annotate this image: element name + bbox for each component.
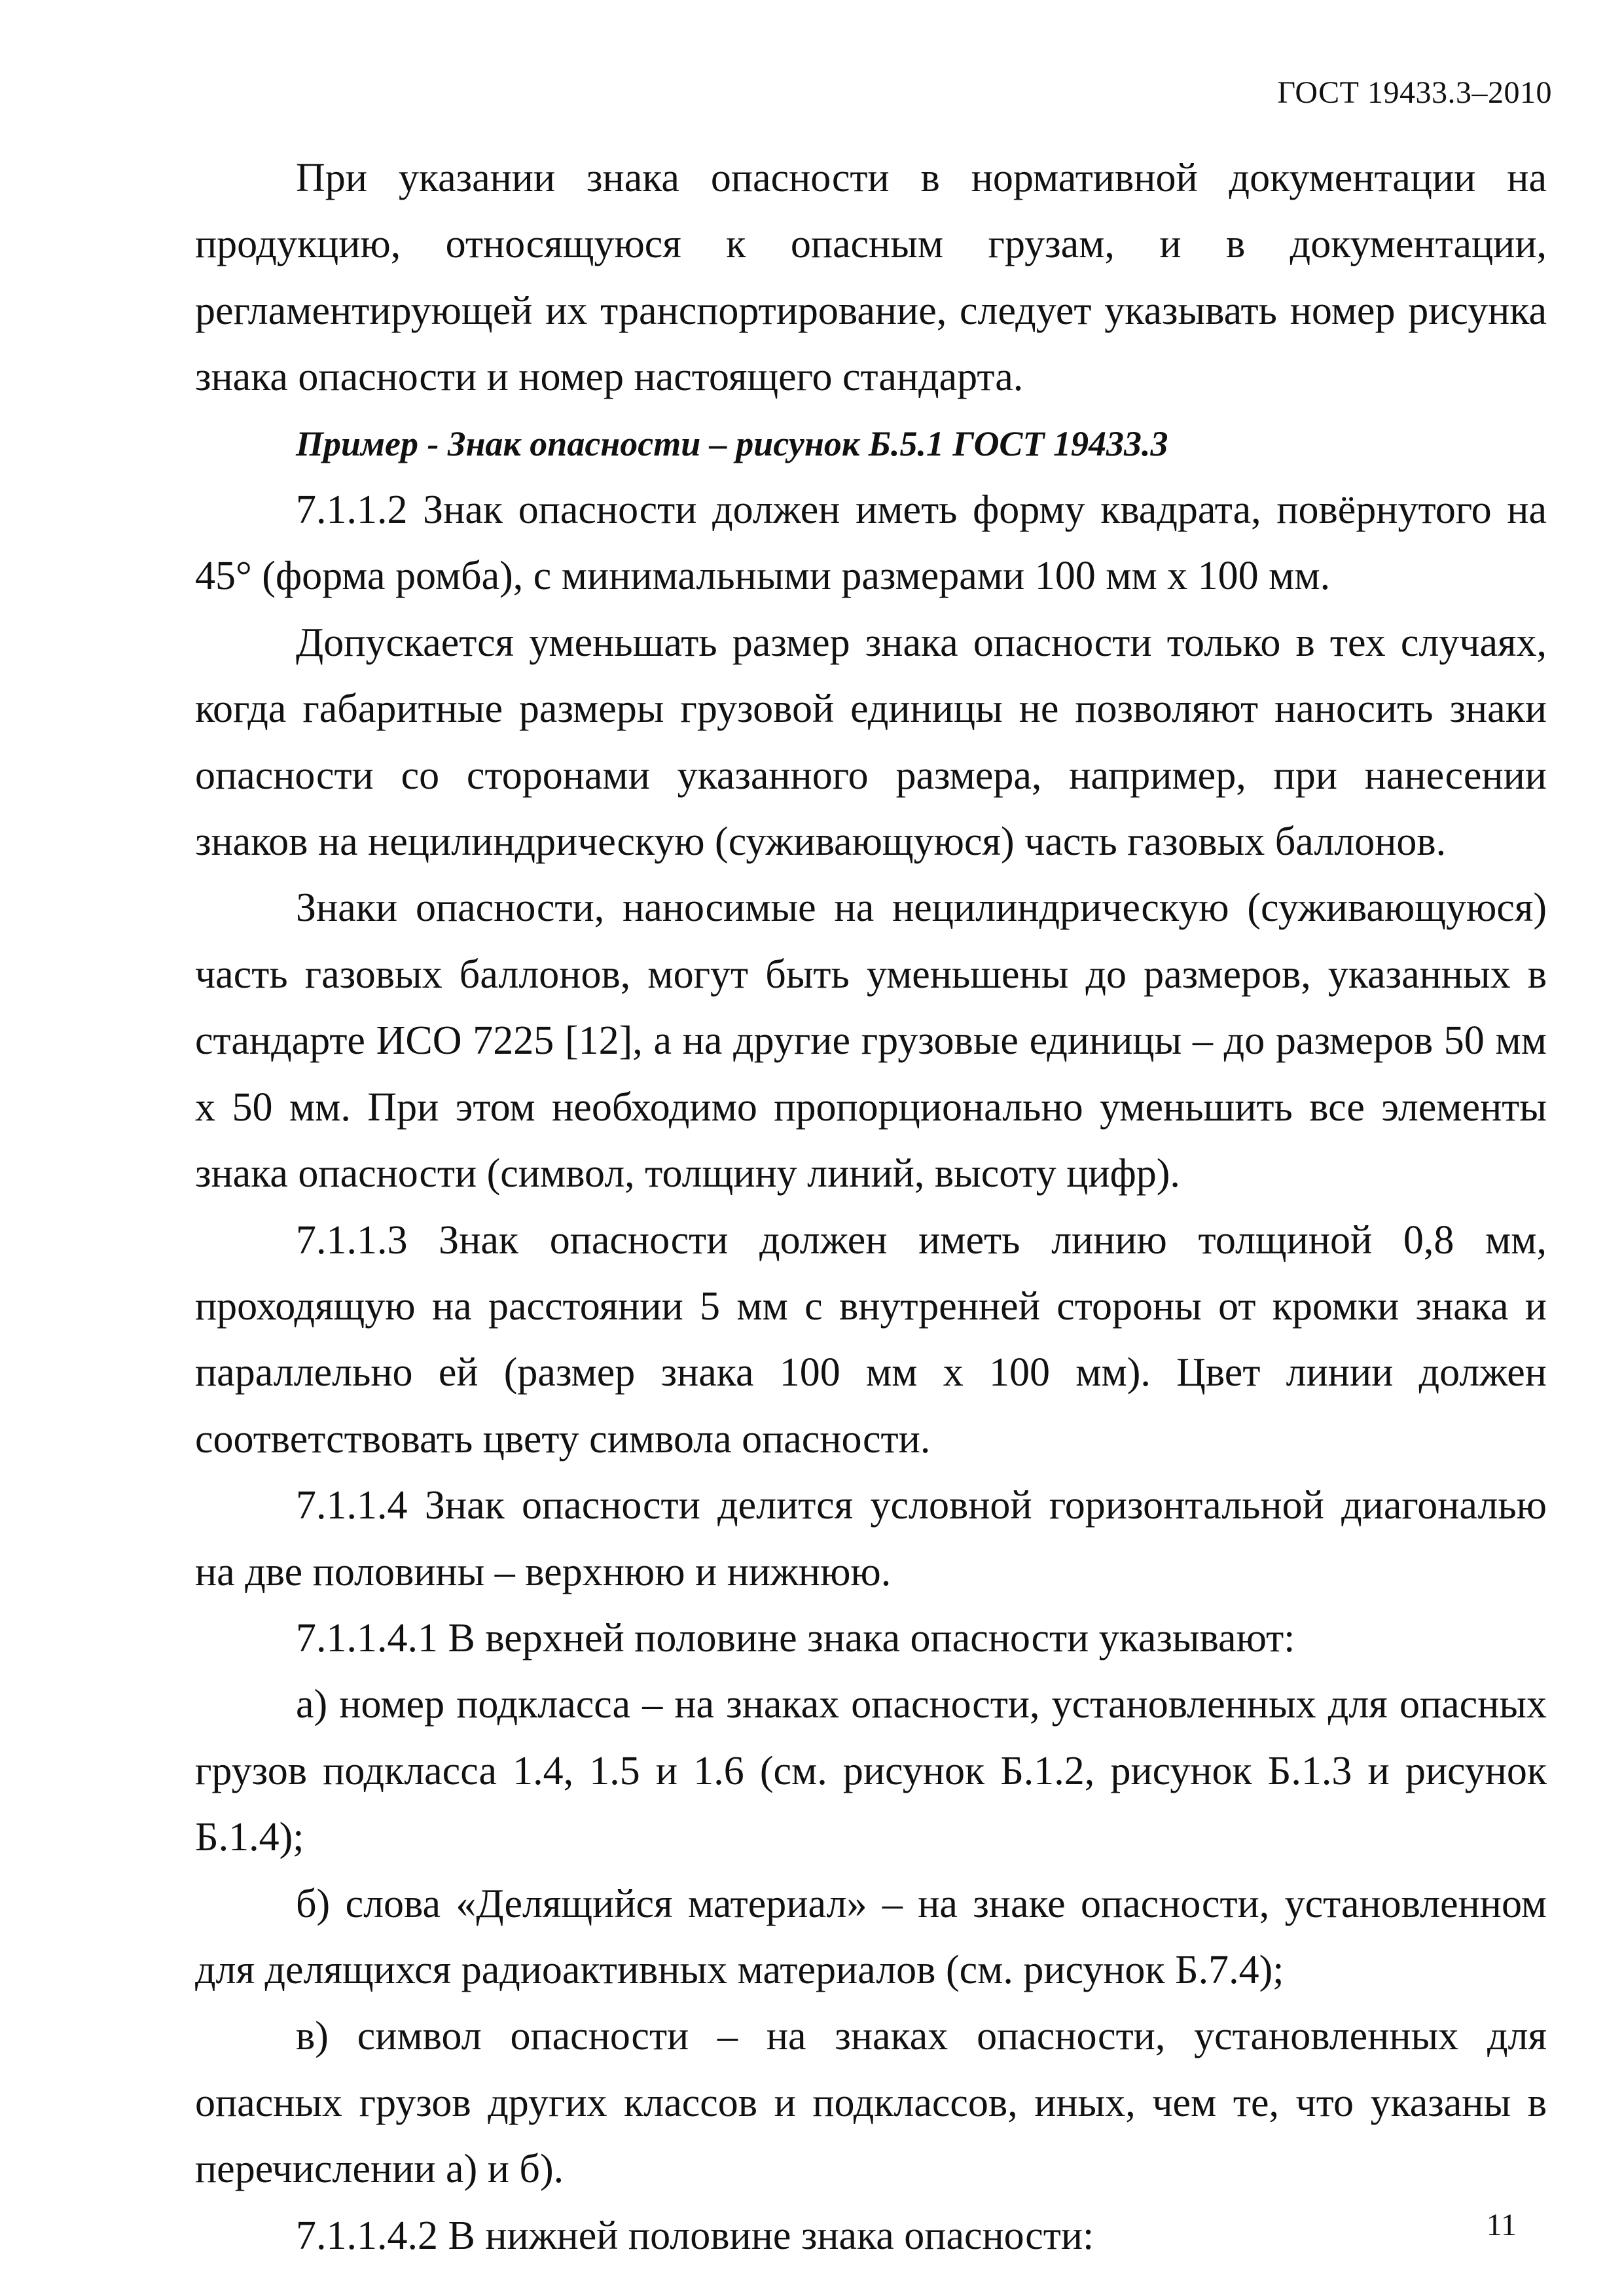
- paragraph-7-1-1-3: 7.1.1.3 Знак опасности должен иметь линию толщиной 0,8 мм, проходящую на расстоянии 5 мм с внутренней стороны от кромки знака и параллельно ей (размер знака 100 мм х 100 мм). Цвет линии должен соответствовать цвету символа опасности.: [195, 1217, 1547, 1462]
- page-header-standard: ГОСТ 19433.3–2010: [1277, 75, 1552, 110]
- paragraph-7-1-1-4: 7.1.1.4 Знак опасности делится условной горизонтальной диагональю на две половины – верхнюю и нижнюю.: [195, 1483, 1547, 1594]
- list-item-b: б) слова «Делящийся материал» – на знаке опасности, установленном для делящихся радиоактивных материалов (см. рисунок Б.7.4);: [195, 1881, 1547, 1992]
- example-line: Пример - Знак опасности – рисунок Б.5.1 ГОСТ 19433.3: [296, 423, 1168, 463]
- list-item-v: в) символ опасности – на знаках опасности, установленных для опасных грузов других классов и подклассов, иных, чем те, что указаны в перечислении а) и б).: [195, 2014, 1547, 2192]
- paragraph-7-1-1-2: 7.1.1.2 Знак опасности должен иметь форму квадрата, повёрнутого на 45° (форма ромба), с минимальными размерами 100 мм х 100 мм.: [195, 488, 1547, 599]
- document-body: [195, 145, 1547, 2269]
- page-number: 11: [1486, 2208, 1517, 2242]
- paragraph-7-1-1-4-1: 7.1.1.4.1 В верхней половине знака опасности указывают:: [296, 1615, 1295, 1660]
- paragraph-hazard-sign-reference: При указании знака опасности в нормативной документации на продукцию, относящуюся к опасным грузам, и в документации, регламентирующей их транспортирование, следует указывать номер рисунка знака опасности и номер настоящего стандарта.: [195, 156, 1547, 400]
- paragraph-7-1-1-4-2: 7.1.1.4.2 В нижней половине знака опасности:: [296, 2213, 1094, 2258]
- paragraph-gas-cylinders: Знаки опасности, наносимые на нецилиндрическую (суживающуюся) часть газовых баллонов, могут быть уменьшены до размеров, указанных в стандарте ИСО 7225 [12], а на другие грузовые единицы – до размеров 50 мм х 50 мм. При этом необходимо пропорционально уменьшить все элементы знака опасности (символ, толщину линий, высоту цифр).: [195, 886, 1547, 1196]
- list-item-a: а) номер подкласса – на знаках опасности, установленных для опасных грузов подкласса 1.4, 1.5 и 1.6 (см. рисунок Б.1.2, рисунок Б.1.3 и рисунок Б.1.4);: [195, 1682, 1547, 1860]
- paragraph-size-reduction: Допускается уменьшать размер знака опасности только в тех случаях, когда габаритные размеры грузовой единицы не позволяют наносить знаки опасности со сторонами указанного размера, например, при нанесении знаков на нецилиндрическую (суживающуюся) часть газовых баллонов.: [195, 620, 1547, 865]
